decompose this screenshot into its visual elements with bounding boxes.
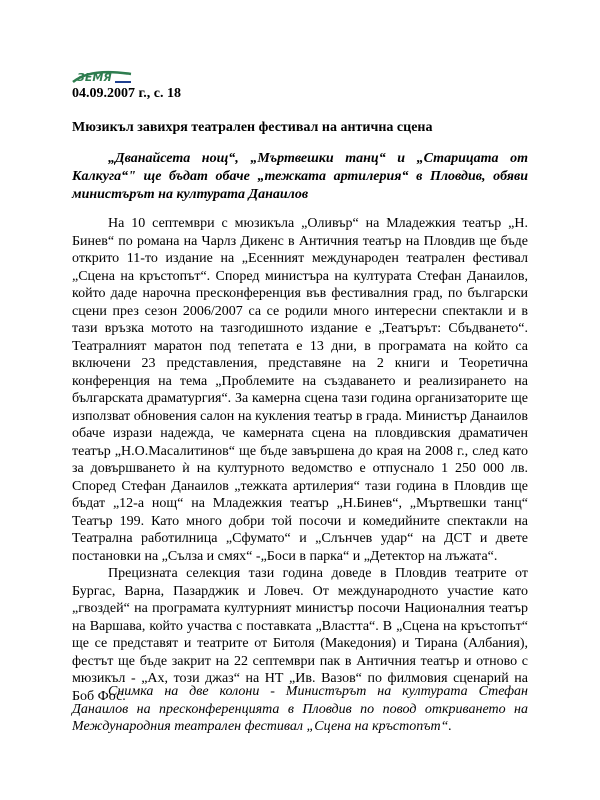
article-paragraph-1: На 10 септември с мюзикъла „Оливър“ на Младежкия театър „Н. Бинев“ по романа на Чарлз Дикенс в Античния театър на Пловдив ще бъде открито 11-то издание на „Есенният международен театрален фестивал „Сцена на кръстопът“. Според министъра на културата Стефан Данаилов, който даде нарочна пресконференция във фестивалния град, по български сцени през сезон 2006/2007 са се родили много интересни спектакли и в тази връзка мотото на тазгодишното издание е „Театърът: Сбъдването“. Театралният маратон под тепетата е 13 дни, в програмата на който са включени 23 представления, представяне на 2 книги и Теоретична конференция на тема „Проблемите на създаването и реализирането на българската драматургия“. За камерна сцена тази година организаторите ще използват обновения салон на кукления театър в града. Министър Данаилов обаче изрази надежда, че камерната сцена на пловдивския драматичен театър „Н.О.Масалитинов“ ще бъде завършена до края на 2008 г., след като за довършването ѝ на културното ведомство е отпуснало 1 250 000 лв. Според Стефан Данаилов „тежката артилерия“ тази година в Пловдив ще бъдат „12-а нощ“ на Младежкия театър „Н.Бинев“, „Мъртвешки танц“ Театър 199. Като много добри той посочи и комедийните спектакли на Театрална работилница „Сфумато“ и „Слънчев удар“ на ДСТ и двете постановки на „Сълза и смях“ -„Боси в парка“ и „Детектор на лъжата“. <box>72 216 528 564</box>
article-body <box>72 215 528 705</box>
date-page-line: 04.09.2007 г., с. 18 <box>72 86 181 101</box>
article-subheadline: „Дванайсета нощ“, „Мъртвешки танц“ и „Старицата от Калкуга“" ще бъдат обаче „тежката артилерия“ в Пловдив, обяви министърът на културата Данаилов <box>72 151 528 202</box>
article-paragraph-2: Прецизната селекция тази година доведе в Пловдив театрите от Бургас, Варна, Пазарджик и Ловеч. От международното участие като „гвоздей“ на програмата културният министър посочи Националния театър на Варшава, който участва с поставката „Властта“. В „Сцена на кръстопът“ ще се представят и театрите от Битоля (Македония) и Тирана (Албания), фестът ще бъде закрит на 22 септември пак в Античния театър и отново с мюзикъл - „Ах, този джаз“ на НТ „Ив. Вазов“ по филмовия сценарий на Боб Фос. <box>72 566 528 704</box>
publication-logo <box>71 66 133 86</box>
article-headline: Мюзикъл завихря театрален фестивал на антична сцена <box>72 120 433 135</box>
photo-caption: Снимка на две колони - Министърът на културата Стефан Данаилов на пресконференцията в Пловдив по повод откриването на Международния театрален фестивал „Сцена на кръстопът“. <box>72 684 528 734</box>
logo-text: ЗЕМЯ <box>77 71 112 84</box>
